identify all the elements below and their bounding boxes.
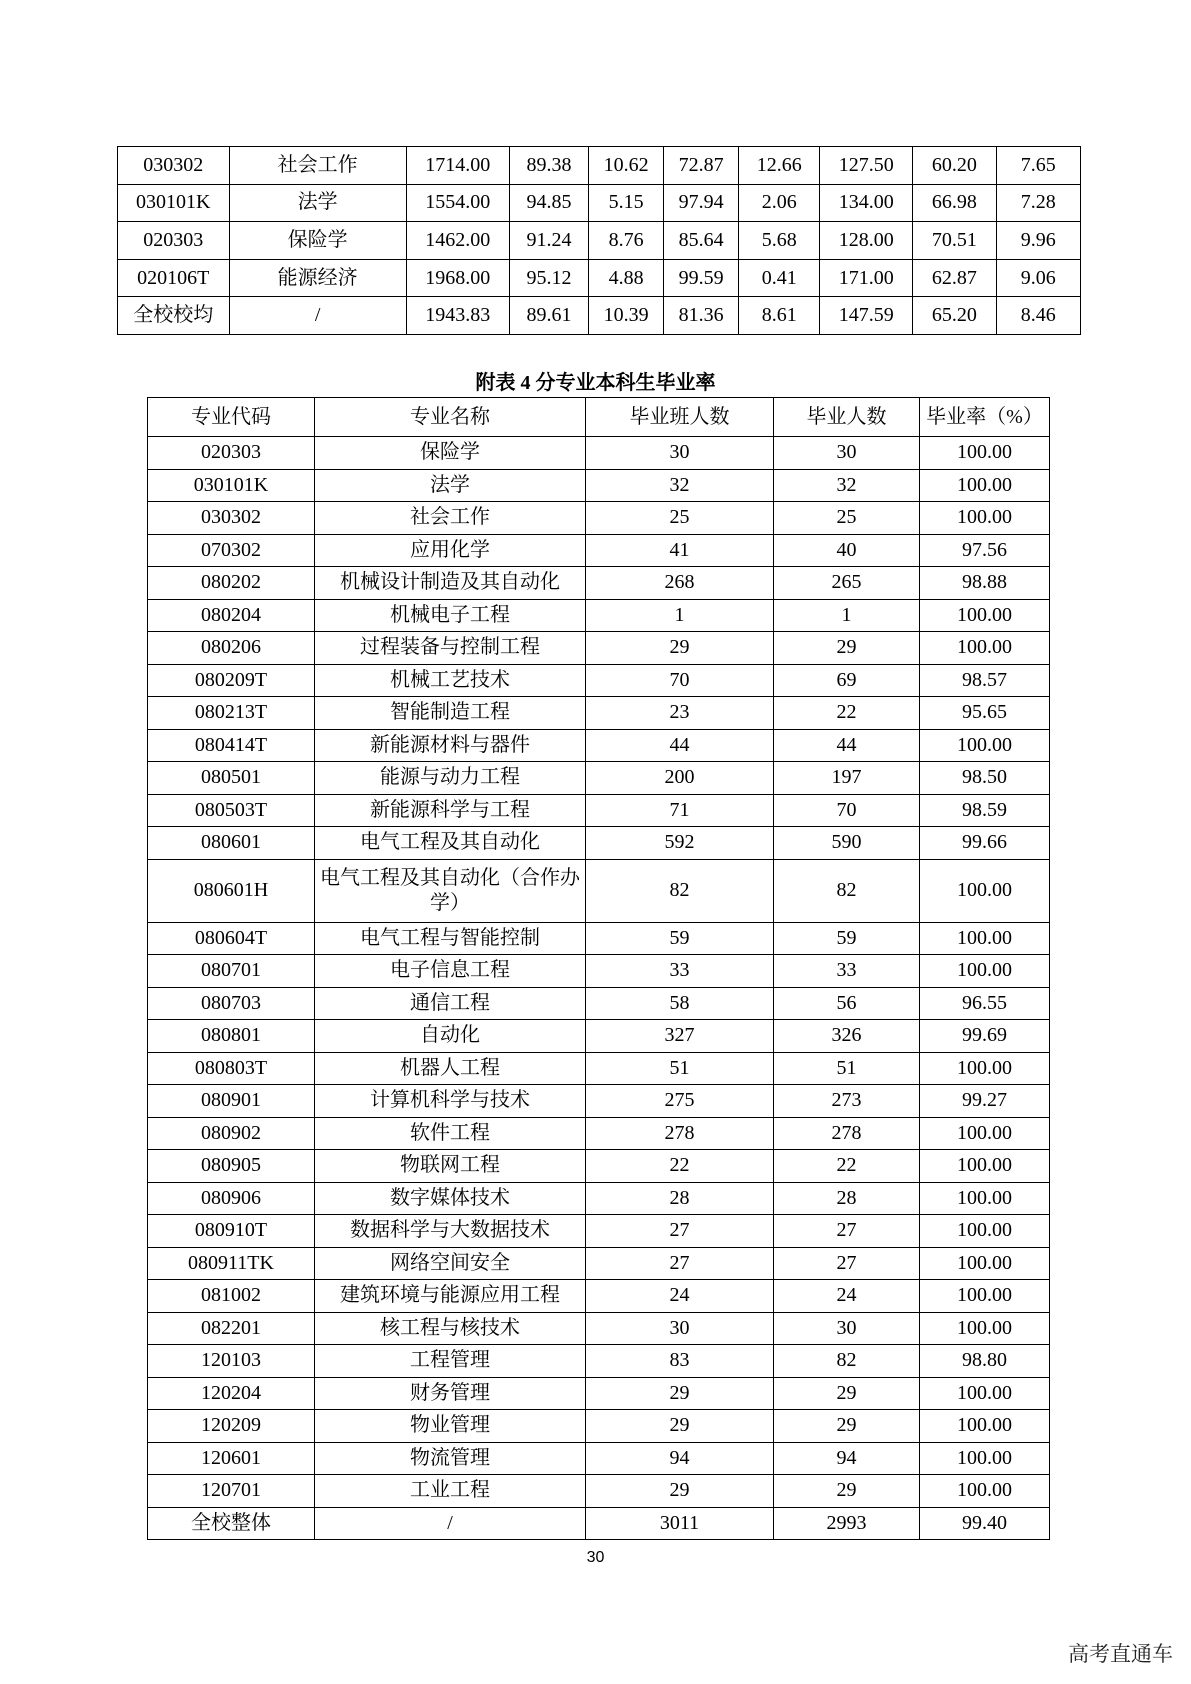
- table-cell: 数据科学与大数据技术: [315, 1215, 586, 1248]
- table-cell: 25: [774, 502, 920, 535]
- table-cell: 44: [774, 729, 920, 762]
- table-cell: 100.00: [920, 922, 1050, 955]
- table-cell: 275: [586, 1085, 774, 1118]
- table-cell: 通信工程: [315, 987, 586, 1020]
- table-cell: 物流管理: [315, 1442, 586, 1475]
- table-cell: 98.88: [920, 567, 1050, 600]
- table-cell: 27: [586, 1247, 774, 1280]
- table-cell: 278: [586, 1117, 774, 1150]
- table-row: [148, 1312, 1050, 1345]
- table-row: [148, 1247, 1050, 1280]
- table-row: [148, 1377, 1050, 1410]
- table-cell: 100.00: [920, 502, 1050, 535]
- table-cell: 100.00: [920, 1280, 1050, 1313]
- table-row: [148, 922, 1050, 955]
- table-cell: 网络空间安全: [315, 1247, 586, 1280]
- table-row: [148, 1117, 1050, 1150]
- table-cell: 1714.00: [406, 147, 509, 185]
- column-header: 毕业班人数: [586, 398, 774, 437]
- table-cell: 27: [586, 1215, 774, 1248]
- table-cell: 60.20: [913, 147, 996, 185]
- column-header: 专业名称: [315, 398, 586, 437]
- table-row: [118, 184, 1081, 222]
- table-cell: 1: [774, 599, 920, 632]
- table-cell: 27: [774, 1247, 920, 1280]
- table-cell: 51: [774, 1052, 920, 1085]
- table-cell: 新能源材料与器件: [315, 729, 586, 762]
- table-cell: 28: [774, 1182, 920, 1215]
- table-cell: 080701: [148, 955, 315, 988]
- table-cell: 应用化学: [315, 534, 586, 567]
- table-cell: 82: [586, 859, 774, 922]
- table-cell: 保险学: [315, 437, 586, 470]
- table-row: [148, 664, 1050, 697]
- table-cell: 080910T: [148, 1215, 315, 1248]
- table-cell: 33: [774, 955, 920, 988]
- table-cell: 080204: [148, 599, 315, 632]
- table-cell: 98.80: [920, 1345, 1050, 1378]
- table-cell: 100.00: [920, 1215, 1050, 1248]
- table-cell: 机器人工程: [315, 1052, 586, 1085]
- table-cell: 265: [774, 567, 920, 600]
- table-row: [148, 1345, 1050, 1378]
- table-row: [148, 762, 1050, 795]
- table-cell: 99.59: [664, 259, 739, 297]
- table-cell: 100.00: [920, 599, 1050, 632]
- table-cell: 99.27: [920, 1085, 1050, 1118]
- table-cell: 080414T: [148, 729, 315, 762]
- table-cell: 32: [586, 469, 774, 502]
- table-cell: 法学: [315, 469, 586, 502]
- table-cell: 62.87: [913, 259, 996, 297]
- table-row: [148, 859, 1050, 922]
- table-cell: 物业管理: [315, 1410, 586, 1443]
- table-cell: 9.06: [996, 259, 1080, 297]
- table-cell: 120103: [148, 1345, 315, 1378]
- table-cell: 83: [586, 1345, 774, 1378]
- table-cell: 1968.00: [406, 259, 509, 297]
- table-cell: 5.68: [739, 222, 820, 260]
- table-cell: 全校整体: [148, 1507, 315, 1540]
- table-cell: 1943.83: [406, 297, 509, 335]
- table-cell: 保险学: [229, 222, 406, 260]
- table-row: [148, 1475, 1050, 1508]
- table-cell: 82: [774, 859, 920, 922]
- table-cell: 134.00: [820, 184, 913, 222]
- table-cell: 81.36: [664, 297, 739, 335]
- table-cell: 98.57: [920, 664, 1050, 697]
- table-cell: 56: [774, 987, 920, 1020]
- table-row: [148, 697, 1050, 730]
- table-cell: 机械设计制造及其自动化: [315, 567, 586, 600]
- table-cell: 7.65: [996, 147, 1080, 185]
- table-cell: 82: [774, 1345, 920, 1378]
- table-row: [118, 222, 1081, 260]
- table-cell: 10.39: [589, 297, 664, 335]
- table-row: [148, 1215, 1050, 1248]
- table-cell: 97.94: [664, 184, 739, 222]
- table-cell: 24: [586, 1280, 774, 1313]
- table-cell: 268: [586, 567, 774, 600]
- table-cell: 社会工作: [229, 147, 406, 185]
- table-row: [148, 794, 1050, 827]
- table-cell: 工业工程: [315, 1475, 586, 1508]
- table-cell: 89.61: [509, 297, 588, 335]
- table-cell: 200: [586, 762, 774, 795]
- table-cell: 080213T: [148, 697, 315, 730]
- table-cell: 94.85: [509, 184, 588, 222]
- table-cell: 080901: [148, 1085, 315, 1118]
- table3-continued: [117, 146, 1081, 335]
- table-cell: 91.24: [509, 222, 588, 260]
- table-cell: 120204: [148, 1377, 315, 1410]
- table-cell: 100.00: [920, 469, 1050, 502]
- table-cell: 智能制造工程: [315, 697, 586, 730]
- table-cell: 94: [586, 1442, 774, 1475]
- table-row: [148, 502, 1050, 535]
- column-header: 毕业率（%）: [920, 398, 1050, 437]
- table-cell: 100.00: [920, 632, 1050, 665]
- table-cell: 120209: [148, 1410, 315, 1443]
- table-cell: 28: [586, 1182, 774, 1215]
- table-cell: 29: [586, 1377, 774, 1410]
- table-cell: 自动化: [315, 1020, 586, 1053]
- table-cell: 030101K: [118, 184, 230, 222]
- table-cell: 030302: [118, 147, 230, 185]
- table-cell: 29: [586, 1475, 774, 1508]
- table-cell: 171.00: [820, 259, 913, 297]
- table-cell: 592: [586, 827, 774, 860]
- table-cell: 10.62: [589, 147, 664, 185]
- table-cell: 24: [774, 1280, 920, 1313]
- table-cell: 99.69: [920, 1020, 1050, 1053]
- table-cell: 25: [586, 502, 774, 535]
- table-row: [148, 1410, 1050, 1443]
- table-cell: 147.59: [820, 297, 913, 335]
- table-cell: 30: [586, 437, 774, 470]
- table-cell: 85.64: [664, 222, 739, 260]
- table-cell: 27: [774, 1215, 920, 1248]
- table-cell: 326: [774, 1020, 920, 1053]
- table-row: [148, 1507, 1050, 1540]
- table-cell: 5.15: [589, 184, 664, 222]
- table-cell: 030302: [148, 502, 315, 535]
- table-cell: 080911TK: [148, 1247, 315, 1280]
- column-header: 毕业人数: [774, 398, 920, 437]
- table-cell: 120601: [148, 1442, 315, 1475]
- table-row: [148, 632, 1050, 665]
- table4-header-row: [148, 398, 1050, 437]
- table-cell: 8.76: [589, 222, 664, 260]
- table-cell: 100.00: [920, 859, 1050, 922]
- table-cell: 100.00: [920, 1475, 1050, 1508]
- table-cell: 9.96: [996, 222, 1080, 260]
- table-cell: 080906: [148, 1182, 315, 1215]
- table-cell: 030101K: [148, 469, 315, 502]
- table-cell: 30: [586, 1312, 774, 1345]
- table-cell: 1: [586, 599, 774, 632]
- table-cell: 4.88: [589, 259, 664, 297]
- table-cell: 58: [586, 987, 774, 1020]
- table4-title: 附表 4 分专业本科生毕业率: [475, 372, 716, 394]
- table-cell: 30: [774, 437, 920, 470]
- table-cell: 建筑环境与能源应用工程: [315, 1280, 586, 1313]
- table-cell: 1462.00: [406, 222, 509, 260]
- table-cell: 127.50: [820, 147, 913, 185]
- table-row: [148, 955, 1050, 988]
- table-cell: 2993: [774, 1507, 920, 1540]
- table-cell: 数字媒体技术: [315, 1182, 586, 1215]
- table-cell: 51: [586, 1052, 774, 1085]
- table-row: [148, 1182, 1050, 1215]
- table-cell: 工程管理: [315, 1345, 586, 1378]
- table-cell: 100.00: [920, 1117, 1050, 1150]
- table-cell: 95.12: [509, 259, 588, 297]
- table-row: [148, 1280, 1050, 1313]
- table-cell: 99.66: [920, 827, 1050, 860]
- table-cell: 8.61: [739, 297, 820, 335]
- table-cell: 40: [774, 534, 920, 567]
- table-cell: 能源经济: [229, 259, 406, 297]
- table-cell: 社会工作: [315, 502, 586, 535]
- table-cell: 100.00: [920, 1182, 1050, 1215]
- table4-graduation-rate: [147, 397, 1050, 1540]
- table-cell: 12.66: [739, 147, 820, 185]
- watermark: 高考直通车: [1068, 1642, 1173, 1666]
- table-cell: 电子信息工程: [315, 955, 586, 988]
- table-cell: 100.00: [920, 1442, 1050, 1475]
- table-row: [148, 567, 1050, 600]
- table-cell: 41: [586, 534, 774, 567]
- table-row: [118, 297, 1081, 335]
- table-cell: 080703: [148, 987, 315, 1020]
- table-row: [148, 534, 1050, 567]
- table-cell: 69: [774, 664, 920, 697]
- table-cell: 128.00: [820, 222, 913, 260]
- table-cell: 100.00: [920, 437, 1050, 470]
- table-cell: 33: [586, 955, 774, 988]
- table-cell: /: [315, 1507, 586, 1540]
- table-cell: 32: [774, 469, 920, 502]
- table-row: [148, 1020, 1050, 1053]
- table-cell: 100.00: [920, 1377, 1050, 1410]
- table-row: [148, 599, 1050, 632]
- table-cell: 080503T: [148, 794, 315, 827]
- table-cell: 100.00: [920, 1247, 1050, 1280]
- table-cell: 100.00: [920, 955, 1050, 988]
- table-cell: 94: [774, 1442, 920, 1475]
- table-cell: 3011: [586, 1507, 774, 1540]
- table-cell: 020303: [148, 437, 315, 470]
- table-cell: 278: [774, 1117, 920, 1150]
- table-row: [148, 827, 1050, 860]
- table-row: [148, 1150, 1050, 1183]
- table-cell: 70: [774, 794, 920, 827]
- table-cell: 080202: [148, 567, 315, 600]
- table-cell: 法学: [229, 184, 406, 222]
- table-cell: 120701: [148, 1475, 315, 1508]
- table-cell: 全校校均: [118, 297, 230, 335]
- table-cell: 020106T: [118, 259, 230, 297]
- table-cell: 95.65: [920, 697, 1050, 730]
- table-cell: 电气工程及其自动化（合作办学）: [315, 859, 586, 922]
- table-cell: 72.87: [664, 147, 739, 185]
- column-header: 专业代码: [148, 398, 315, 437]
- table-cell: 71: [586, 794, 774, 827]
- table-row: [118, 147, 1081, 185]
- table-cell: 29: [774, 1410, 920, 1443]
- table-cell: 100.00: [920, 1150, 1050, 1183]
- table-row: [148, 729, 1050, 762]
- table-cell: 080604T: [148, 922, 315, 955]
- table-cell: 080803T: [148, 1052, 315, 1085]
- table-cell: 22: [774, 1150, 920, 1183]
- table-cell: 7.28: [996, 184, 1080, 222]
- table-cell: 电气工程及其自动化: [315, 827, 586, 860]
- table-cell: 197: [774, 762, 920, 795]
- table-cell: 59: [586, 922, 774, 955]
- table-cell: 080601H: [148, 859, 315, 922]
- table-cell: 核工程与核技术: [315, 1312, 586, 1345]
- table-cell: 070302: [148, 534, 315, 567]
- table-cell: 财务管理: [315, 1377, 586, 1410]
- table-cell: 59: [774, 922, 920, 955]
- table-cell: 29: [774, 1475, 920, 1508]
- table-cell: 080801: [148, 1020, 315, 1053]
- table-row: [148, 987, 1050, 1020]
- table-cell: /: [229, 297, 406, 335]
- table-row: [148, 437, 1050, 470]
- table-cell: 082201: [148, 1312, 315, 1345]
- table-cell: 080902: [148, 1117, 315, 1150]
- table-row: [118, 259, 1081, 297]
- table-cell: 98.50: [920, 762, 1050, 795]
- table-cell: 080209T: [148, 664, 315, 697]
- table-cell: 080501: [148, 762, 315, 795]
- table-cell: 99.40: [920, 1507, 1050, 1540]
- table-cell: 过程装备与控制工程: [315, 632, 586, 665]
- table-cell: 100.00: [920, 1052, 1050, 1085]
- table-cell: 96.55: [920, 987, 1050, 1020]
- table-cell: 1554.00: [406, 184, 509, 222]
- table-cell: 100.00: [920, 1312, 1050, 1345]
- table-cell: 29: [774, 632, 920, 665]
- table-cell: 能源与动力工程: [315, 762, 586, 795]
- table-cell: 计算机科学与技术: [315, 1085, 586, 1118]
- table-cell: 590: [774, 827, 920, 860]
- table-cell: 70: [586, 664, 774, 697]
- table-cell: 080601: [148, 827, 315, 860]
- table-cell: 29: [586, 632, 774, 665]
- table-cell: 100.00: [920, 1410, 1050, 1443]
- table-row: [148, 469, 1050, 502]
- table-cell: 327: [586, 1020, 774, 1053]
- table-row: [148, 1442, 1050, 1475]
- table-cell: 273: [774, 1085, 920, 1118]
- table-row: [148, 1052, 1050, 1085]
- table-cell: 物联网工程: [315, 1150, 586, 1183]
- table-cell: 29: [774, 1377, 920, 1410]
- table-cell: 2.06: [739, 184, 820, 222]
- table-cell: 66.98: [913, 184, 996, 222]
- table-cell: 机械工艺技术: [315, 664, 586, 697]
- table-cell: 23: [586, 697, 774, 730]
- table-cell: 22: [586, 1150, 774, 1183]
- table-cell: 70.51: [913, 222, 996, 260]
- table-row: [148, 1085, 1050, 1118]
- table-cell: 29: [586, 1410, 774, 1443]
- table-cell: 新能源科学与工程: [315, 794, 586, 827]
- table-cell: 97.56: [920, 534, 1050, 567]
- table-cell: 22: [774, 697, 920, 730]
- table-cell: 100.00: [920, 729, 1050, 762]
- table-cell: 软件工程: [315, 1117, 586, 1150]
- page-number: 30: [586, 1549, 605, 1566]
- table-cell: 020303: [118, 222, 230, 260]
- table-cell: 080905: [148, 1150, 315, 1183]
- table-cell: 080206: [148, 632, 315, 665]
- table-cell: 0.41: [739, 259, 820, 297]
- table-cell: 98.59: [920, 794, 1050, 827]
- table-cell: 89.38: [509, 147, 588, 185]
- table-cell: 081002: [148, 1280, 315, 1313]
- table-cell: 44: [586, 729, 774, 762]
- table-cell: 65.20: [913, 297, 996, 335]
- table-cell: 8.46: [996, 297, 1080, 335]
- table-cell: 30: [774, 1312, 920, 1345]
- table-cell: 电气工程与智能控制: [315, 922, 586, 955]
- table-cell: 机械电子工程: [315, 599, 586, 632]
